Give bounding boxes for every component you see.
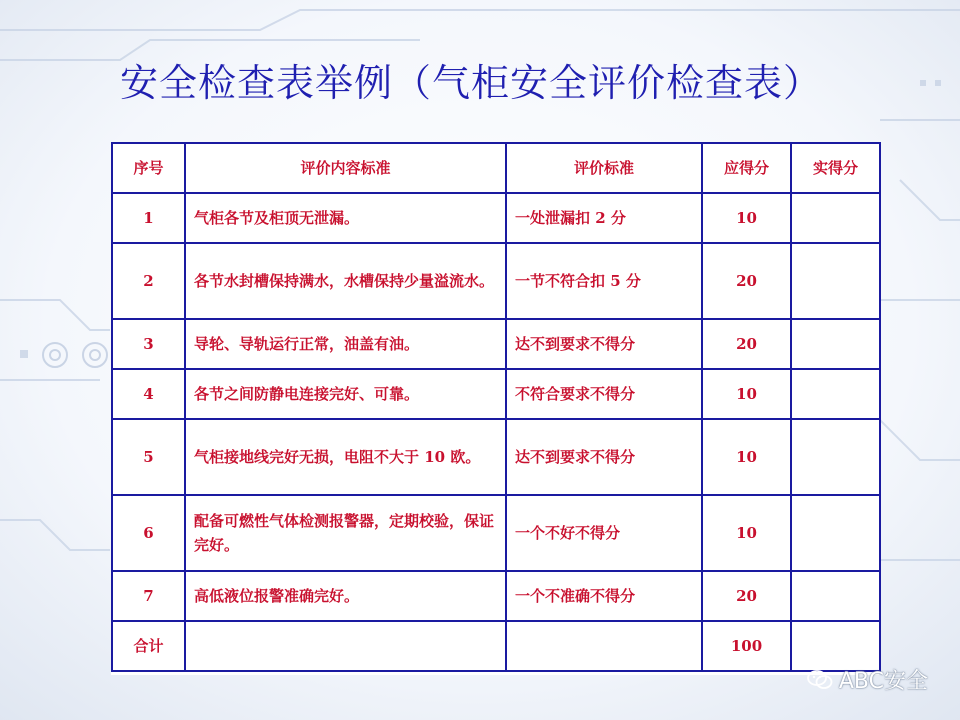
header-no: 序号 — [112, 143, 185, 193]
row-score: 20 — [702, 571, 791, 621]
table-row — [112, 495, 880, 571]
total-standard — [506, 621, 702, 671]
row-actual[interactable] — [791, 193, 880, 243]
table-row — [112, 369, 880, 419]
row-score: 10 — [702, 495, 791, 571]
row-standard: 一个不准确不得分 — [506, 571, 702, 621]
header-content: 评价内容标准 — [185, 143, 506, 193]
total-content — [185, 621, 506, 671]
row-content: 导轮、导轨运行正常，油盖有油。 — [185, 319, 506, 369]
row-actual[interactable] — [791, 243, 880, 319]
page-title: 安全检查表举例（气柜安全评价检查表） — [120, 61, 823, 105]
row-no: 1 — [112, 193, 185, 243]
table-row — [112, 419, 880, 495]
evaluation-table — [111, 142, 881, 672]
row-content: 各节之间防静电连接完好、可靠。 — [185, 369, 506, 419]
header-score: 应得分 — [702, 143, 791, 193]
total-score: 100 — [702, 621, 791, 671]
row-actual[interactable] — [791, 369, 880, 419]
total-label: 合计 — [112, 621, 185, 671]
row-content: 气柜各节及柜顶无泄漏。 — [185, 193, 506, 243]
watermark-text: ABC安全 — [838, 669, 928, 694]
row-standard: 不符合要求不得分 — [506, 369, 702, 419]
row-standard: 一处泄漏扣 2 分 — [506, 193, 702, 243]
table-row — [112, 243, 880, 319]
row-score: 10 — [702, 419, 791, 495]
table-row — [112, 571, 880, 621]
row-no: 5 — [112, 419, 185, 495]
row-standard: 达不到要求不得分 — [506, 319, 702, 369]
row-no: 2 — [112, 243, 185, 319]
row-standard: 一节不符合扣 5 分 — [506, 243, 702, 319]
header-standard: 评价标准 — [506, 143, 702, 193]
row-score: 10 — [702, 369, 791, 419]
row-no: 6 — [112, 495, 185, 571]
row-no: 4 — [112, 369, 185, 419]
table-row — [112, 193, 880, 243]
row-actual[interactable] — [791, 419, 880, 495]
evaluation-table-container — [111, 142, 879, 675]
table-header-row — [112, 143, 880, 193]
row-score: 20 — [702, 243, 791, 319]
table-row — [112, 319, 880, 369]
row-no: 7 — [112, 571, 185, 621]
row-score: 10 — [702, 193, 791, 243]
row-content: 各节水封槽保持满水，水槽保持少量溢流水。 — [185, 243, 506, 319]
row-standard: 达不到要求不得分 — [506, 419, 702, 495]
row-actual[interactable] — [791, 495, 880, 571]
row-actual[interactable] — [791, 571, 880, 621]
row-content: 配备可燃性气体检测报警器，定期校验，保证完好。 — [185, 495, 506, 571]
row-content: 高低液位报警准确完好。 — [185, 571, 506, 621]
row-score: 20 — [702, 319, 791, 369]
row-standard: 一个不好不得分 — [506, 495, 702, 571]
watermark — [807, 664, 928, 695]
header-actual: 实得分 — [791, 143, 880, 193]
row-actual[interactable] — [791, 319, 880, 369]
row-content: 气柜接地线完好无损，电阻不大于 10 欧。 — [185, 419, 506, 495]
table-total-row — [112, 621, 880, 671]
wechat-icon — [807, 669, 833, 691]
row-no: 3 — [112, 319, 185, 369]
